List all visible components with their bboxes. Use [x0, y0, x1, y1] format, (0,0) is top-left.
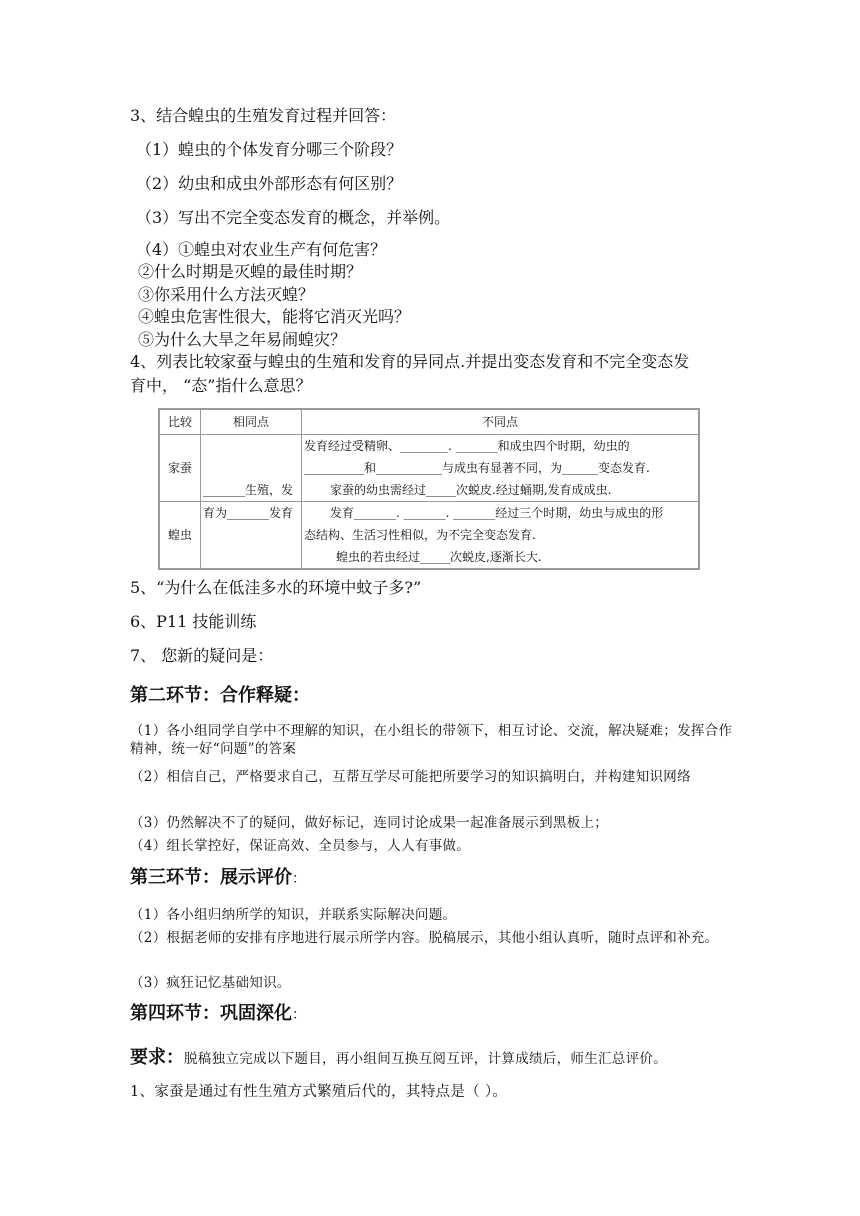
- requirement-text: 脱稿独立完成以下题目，再小组间互换互阅互评，计算成绩后，师生汇总评价。: [184, 1051, 667, 1067]
- question-3-item-4: （4）①蝗虫对农业生产有何危害？: [136, 240, 387, 259]
- question-3-item-2: （2）幼虫和成虫外部形态有何区别？: [136, 174, 403, 193]
- table-header-same: 相同点: [201, 409, 302, 435]
- question-3-item-4-3: ③你采用什么方法灭蝗？: [138, 285, 315, 304]
- row-label-silkworm: 家蚕: [159, 435, 201, 502]
- section-3-heading: [130, 868, 306, 889]
- section-4-heading: [130, 1004, 306, 1025]
- same-text-line-2: 育为_______发育: [203, 506, 294, 520]
- question-3-title: 3、结合蝗虫的生殖发育过程并回答：: [130, 106, 397, 125]
- question-3-item-4-4: ④蝗虫危害性很大，能将它消灭光吗？: [138, 307, 411, 326]
- same-cell-bottom: [201, 502, 302, 570]
- question-4-line-2: 育中， “态”指什么意思？: [130, 376, 312, 395]
- question-3-item-1: （1）蝗虫的个体发育分哪三个阶段？: [136, 140, 403, 159]
- section-4-colon: ：: [292, 1007, 306, 1023]
- table-row-locust: [159, 502, 699, 570]
- exercise-1: 1、家蚕是通过有性生殖方式繁殖后代的，其特点是（ ）。: [130, 1084, 508, 1100]
- section-2-item-3: （3）仍然解决不了的疑问，做好标记，连同讨论成果一起准备展示到黑板上；: [130, 815, 609, 831]
- silkworm-diff-line-3: 家蚕的幼虫需经过_____次蜕皮.经过蛹期,发育成成虫.: [330, 483, 612, 497]
- silkworm-diff-line-1: 发育经过受精卵、________. _______和成虫四个时期，幼虫的: [304, 439, 630, 453]
- question-3-item-3: （3）写出不完全变态发育的概念，并举例。: [136, 208, 451, 227]
- locust-diff-cell: [302, 502, 700, 570]
- table-header-row: [159, 409, 699, 435]
- question-6: 6、P11 技能训练: [130, 612, 257, 631]
- section-3-title: 第三环节：展示评价: [130, 867, 292, 888]
- requirement-label: 要求：: [130, 1047, 184, 1068]
- question-3-item-4-2: ②什么时期是灭蝗的最佳时期？: [138, 262, 363, 281]
- section-3-item-1: （1）各小组归纳所学的知识，并联系实际解决问题。: [130, 907, 457, 923]
- section-2-item-4: （4）组长掌控好，保证高效、全员参与，人人有事做。: [130, 838, 471, 854]
- question-7: 7、 您新的疑问是：: [130, 646, 274, 665]
- comparison-table: [158, 408, 700, 570]
- table-header-different: 不同点: [302, 409, 700, 435]
- section-4-title: 第四环节：巩固深化: [130, 1003, 292, 1024]
- locust-diff-line-2: 态结构、生活习性相似，为不完全变态发育.: [304, 528, 536, 542]
- silkworm-diff-line-2: __________和___________与成虫有显著不同，为______变态发育.: [304, 461, 650, 475]
- section-3-item-2: （2）根据老师的安排有序地进行展示所学内容。脱稿展示，其他小组认真听，随时点评和补充。: [130, 930, 719, 946]
- locust-diff-line-1: 发育_______. _______. _______经过三个时期，幼虫与成虫的形: [330, 506, 664, 520]
- table-row-silkworm: [159, 435, 699, 502]
- section-2-heading: 第二环节：合作释疑：: [130, 685, 310, 706]
- question-3-item-4-5: ⑤为什么大旱之年易闹蝗灾？: [138, 330, 347, 349]
- row-label-locust: 蝗虫: [159, 502, 201, 570]
- question-5: 5、“为什么在低洼多水的环境中蚊子多?”: [130, 578, 422, 597]
- section-2-item-2: （2）相信自己，严格要求自己，互帮互学尽可能把所要学习的知识搞明白，并构建知识网络: [130, 769, 691, 785]
- silkworm-diff-cell: [302, 435, 700, 502]
- section-2-item-1: （1）各小组同学自学中不理解的知识，在小组长的带领下，相互讨论、交流，解决疑难；发挥合作精神，统一好“问题”的答案: [130, 723, 733, 757]
- requirement-line: [130, 1048, 667, 1068]
- table-header-compare: 比较: [159, 409, 201, 435]
- same-text-line-1: _______生殖，发: [203, 483, 294, 497]
- section-3-colon: ：: [292, 871, 306, 887]
- question-4-line-1: 4、列表比较家蚕与蝗虫的生殖和发育的异同点.并提出变态发育和不完全变态发: [130, 352, 690, 371]
- section-3-item-3: （3）疯狂记忆基础知识。: [130, 975, 291, 991]
- same-cell-top: [201, 435, 302, 502]
- locust-diff-line-3: 蝗虫的若虫经过_____次蜕皮,逐渐长大.: [336, 550, 542, 564]
